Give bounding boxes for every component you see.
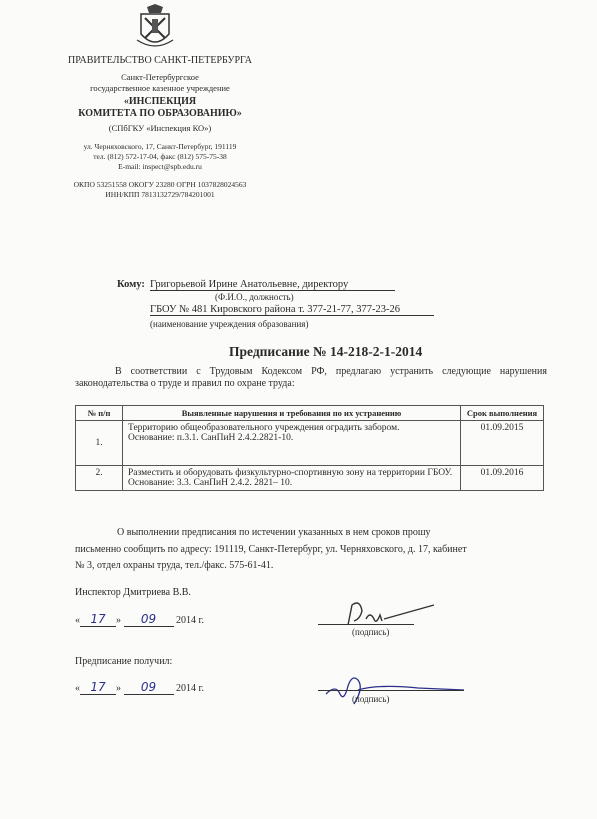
intro-paragraph: В соответствии с Трудовым Кодексом РФ, предлагаю устранить следующие нарушения законодательства о труде и правил по охране труда:: [75, 366, 547, 389]
org-codes-line2: ИНН/КПП 7813132729/784201001: [105, 190, 215, 199]
row-number: 1.: [76, 421, 123, 466]
inspector-date-year: 2014 г.: [176, 615, 204, 626]
receiver-date-year: 2014 г.: [176, 683, 204, 694]
closing-line3: № 3, отдел охраны труда, тел./факс. 575-61-41.: [75, 560, 274, 571]
row-violation-basis: Основание: 3.3. СанПиН 2.4.2. 2821– 10.: [128, 478, 293, 488]
table-row: [76, 421, 544, 466]
receiver-label: Предписание получил:: [75, 656, 173, 667]
row-violation: [123, 466, 461, 491]
coat-of-arms-emblem: [133, 4, 177, 52]
inspector-sign-hint: (подпись): [352, 627, 390, 637]
row-violation-text: Территорию общеобразовательного учреждения оградить забором.: [128, 423, 400, 433]
inspector-date: « 17 » 09 2014 г.: [75, 612, 204, 626]
org-type-line1: Санкт-Петербургское: [121, 72, 199, 82]
receiver-date-day: 17: [80, 680, 116, 695]
col-header-number: № п/п: [76, 406, 123, 421]
row-violation-text: Разместить и оборудовать физкультурно-спортивную зону на территории ГБОУ.: [128, 468, 453, 478]
table-header-row: [76, 406, 544, 421]
violations-table: [75, 405, 544, 491]
org-main-title: ПРАВИТЕЛЬСТВО САНКТ-ПЕТЕРБУРГА: [68, 55, 252, 66]
org-short-name: (СПбГКУ «Инспекция КО»): [108, 123, 212, 133]
org-address: ул. Черняховского, 17, Санкт-Петербург, 191119: [83, 142, 237, 151]
org-name-line2: КОМИТЕТА ПО ОБРАЗОВАНИЮ»: [78, 108, 242, 119]
closing-line2: письменно сообщить по адресу: 191119, Санкт-Петербург, ул. Черняховского, д. 17, кабинет: [75, 544, 467, 555]
org-phones: тел. (812) 572-17-04, факс (812) 575-75-38: [93, 152, 227, 161]
receiver-sign-line: [318, 690, 464, 691]
col-header-violation: Выявленные нарушения и требования по их устранению: [123, 406, 461, 421]
row-deadline: 01.09.2016: [461, 466, 544, 491]
org-codes-line1: ОКПО 53251558 ОКОГУ 23280 ОГРН 1037828024563: [73, 180, 247, 189]
inspector-date-day: 17: [80, 612, 116, 627]
inspector-date-month: 09: [124, 612, 174, 627]
inspector-label: Инспектор Дмитриева В.В.: [75, 587, 191, 598]
recipient-name: Григорьевой Ирине Анатольевне, директору: [150, 279, 395, 291]
org-email: E-mail: inspect@spb.edu.ru: [118, 162, 202, 171]
receiver-date: « 17 » 09 2014 г.: [75, 680, 204, 694]
inspector-sign-line: [318, 624, 414, 625]
org-type-line2: государственное казенное учреждение: [90, 83, 230, 93]
row-number: 2.: [76, 466, 123, 491]
recipient-org: ГБОУ № 481 Кировского района т. 377-21-77, 377-23-26: [150, 304, 434, 316]
receiver-signature: [318, 664, 468, 710]
row-deadline: 01.09.2015: [461, 421, 544, 466]
table-row: [76, 466, 544, 491]
closing-line1: О выполнении предписания по истечении указанных в нем сроков прошу: [117, 527, 431, 538]
receiver-sign-hint: (подпись): [352, 694, 390, 704]
col-header-deadline: Срок выполнения: [461, 406, 544, 421]
recipient-name-hint: (Ф.И.О., должность): [215, 292, 294, 302]
recipient-label: Кому:: [117, 279, 145, 290]
org-name-line1: «ИНСПЕКЦИЯ: [123, 96, 197, 107]
document-title: Предписание № 14-218-2-1-2014: [229, 344, 423, 359]
inspector-signature: [330, 597, 440, 631]
receiver-date-month: 09: [124, 680, 174, 695]
recipient-org-hint: (наименование учреждения образования): [150, 319, 309, 329]
row-violation: [123, 421, 461, 466]
row-violation-basis: Основание: п.3.1. СанПиН 2.4.2.2821-10.: [128, 433, 294, 443]
